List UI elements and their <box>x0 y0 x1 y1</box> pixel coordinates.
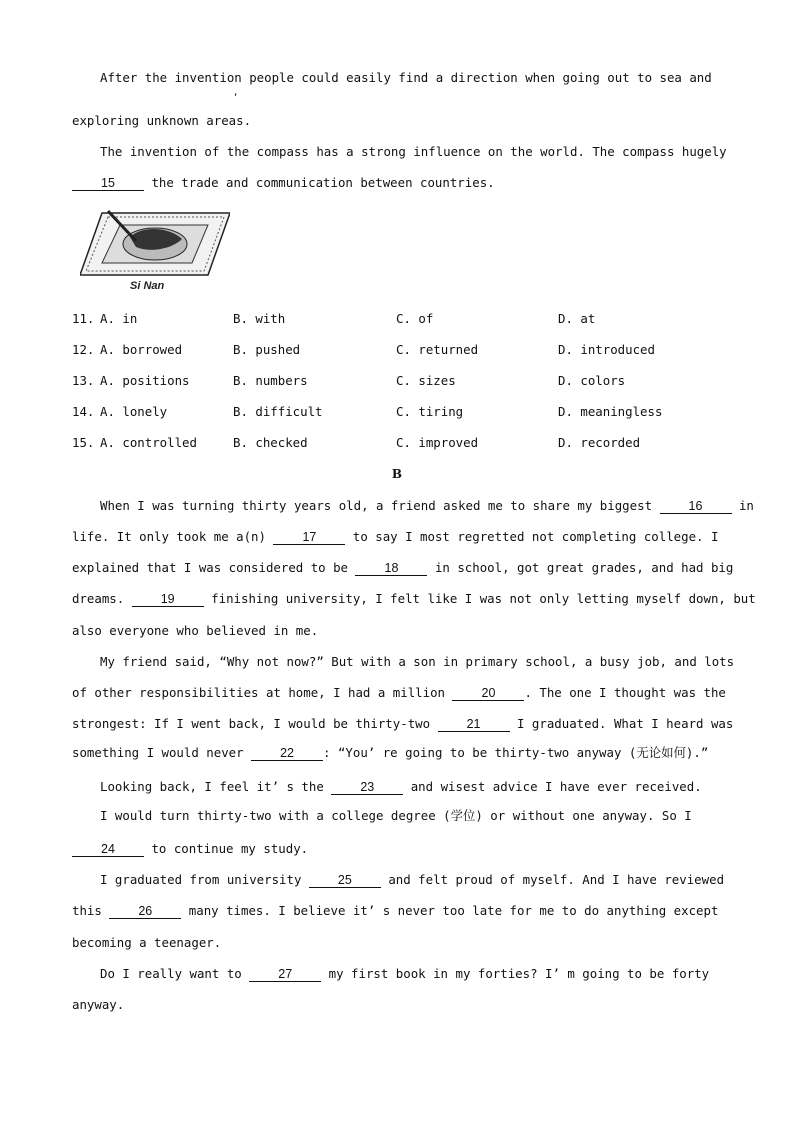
question-number: 13. <box>72 373 95 388</box>
blank-20[interactable]: 20 <box>452 686 524 701</box>
section-heading: B <box>391 467 403 481</box>
option-c[interactable]: C. tiring <box>396 404 464 419</box>
passage-b-line: My friend said, “Why not now?” But with a son in primary school, a busy job, and lots <box>100 654 735 669</box>
option-a[interactable]: A. borrowed <box>100 342 183 357</box>
option-row-14 <box>72 404 732 420</box>
text-segment: life. It only took me a(n) <box>72 529 274 544</box>
blank-17[interactable]: 17 <box>273 530 345 545</box>
option-a[interactable]: A. controlled <box>100 435 197 450</box>
text-segment: . The one I thought was the <box>524 685 726 700</box>
text-segment: After the invention <box>100 70 250 85</box>
text-segment: finishing university, I felt like I was not only letting myself down, but <box>203 591 756 606</box>
passage-b-line <box>72 560 732 576</box>
blank-19[interactable]: 19 <box>132 592 204 607</box>
blank-15[interactable]: 15 <box>72 176 144 191</box>
passage-a-paragraph-2-line-2 <box>72 175 732 191</box>
text-segment: to continue my study. <box>144 841 309 856</box>
option-b[interactable]: B. with <box>233 311 286 326</box>
question-number: 11. <box>72 311 95 326</box>
text-segment: in <box>731 498 754 513</box>
passage-b-line <box>100 498 760 514</box>
text-segment: dreams. <box>72 591 132 606</box>
blank-16[interactable]: 16 <box>660 499 732 514</box>
option-a[interactable]: A. in <box>100 311 138 326</box>
passage-a-paragraph-1-line-2: exploring unknown areas. <box>72 113 252 128</box>
option-b[interactable]: B. difficult <box>233 404 323 419</box>
text-segment: to say I most regretted not completing college. I <box>345 529 719 544</box>
blank-22[interactable]: 22 <box>251 746 323 761</box>
option-row-13 <box>72 373 732 389</box>
text-segment: and wisest advice I have ever received. <box>403 779 702 794</box>
text-segment: many times. I believe it’ s never too late for me to do anything except <box>181 903 719 918</box>
option-b[interactable]: B. numbers <box>233 373 308 388</box>
image-caption: Si Nan <box>130 280 165 292</box>
question-number: 14. <box>72 404 95 419</box>
text-segment: in school, got great grades, and had big <box>427 560 734 575</box>
text-segment: When I was turning thirty years old, a friend asked me to share my biggest <box>100 498 660 513</box>
text-segment: Looking back, I feel it’ s the <box>100 779 332 794</box>
blank-21[interactable]: 21 <box>438 717 510 732</box>
option-row-15 <box>72 435 732 451</box>
passage-b-line <box>72 745 732 761</box>
option-b[interactable]: B. pushed <box>233 342 301 357</box>
passage-b-line <box>72 903 732 919</box>
passage-b-line <box>72 685 732 701</box>
text-segment: Do I really want to <box>100 966 250 981</box>
option-d[interactable]: D. recorded <box>558 435 641 450</box>
option-row-11 <box>72 311 732 327</box>
text-segment: explained that I was considered to be <box>72 560 356 575</box>
passage-b-line: anyway. <box>72 997 125 1012</box>
text-segment: strongest: If I went back, I would be thirty-two <box>72 716 438 731</box>
blank-25[interactable]: 25 <box>309 873 381 888</box>
text-segment: of other responsibilities at home, I had a million <box>72 685 453 700</box>
passage-b-line <box>72 841 732 857</box>
question-number: 12. <box>72 342 95 357</box>
passage-b-line: I would turn thirty-two with a college degree (学位) or without one anyway. So I <box>100 808 692 823</box>
text-segment: my first book in my forties? I’ m going to be forty <box>321 966 710 981</box>
text-segment: people could easily find a direction when going out to sea and <box>249 70 712 85</box>
option-d[interactable]: D. colors <box>558 373 626 388</box>
option-a[interactable]: A. positions <box>100 373 190 388</box>
text-segment: something I would never <box>72 745 252 760</box>
option-d[interactable]: D. at <box>558 311 596 326</box>
text-segment: I graduated from university <box>100 872 309 887</box>
option-row-12 <box>72 342 732 358</box>
text-segment: and felt proud of myself. And I have reviewed <box>380 872 725 887</box>
option-b[interactable]: B. checked <box>233 435 308 450</box>
passage-b-line <box>72 529 732 545</box>
text-segment: : “You’ re going to be thirty-two anyway (无论如何).” <box>323 745 709 760</box>
option-c[interactable]: C. of <box>396 311 434 326</box>
option-c[interactable]: C. sizes <box>396 373 456 388</box>
blank-27[interactable]: 27 <box>249 967 321 982</box>
question-number: 15. <box>72 435 95 450</box>
passage-b-line: becoming a teenager. <box>72 935 222 950</box>
option-a[interactable]: A. lonely <box>100 404 168 419</box>
passage-b-line <box>72 591 756 607</box>
passage-b-line <box>100 872 760 888</box>
option-d[interactable]: D. introduced <box>558 342 655 357</box>
passage-a-paragraph-2-line-1: The invention of the compass has a strong influence on the world. The compass hugely <box>100 144 727 159</box>
text-segment: the trade and communication between countries. <box>144 175 495 190</box>
blank-26[interactable]: 26 <box>109 904 181 919</box>
passage-b-line <box>100 966 760 982</box>
option-c[interactable]: C. returned <box>396 342 479 357</box>
blank-23[interactable]: 23 <box>331 780 403 795</box>
option-d[interactable]: D. meaningless <box>558 404 663 419</box>
option-c[interactable]: C. improved <box>396 435 479 450</box>
passage-b-line <box>100 779 760 795</box>
passage-a-paragraph-1-line-1 <box>100 70 760 86</box>
comma-mark: , <box>233 88 239 98</box>
si-nan-compass-image <box>80 205 230 293</box>
blank-18[interactable]: 18 <box>355 561 427 576</box>
text-segment: this <box>72 903 110 918</box>
passage-b-line: also everyone who believed in me. <box>72 623 319 638</box>
blank-24[interactable]: 24 <box>72 842 144 857</box>
text-segment: I graduated. What I heard was <box>509 716 734 731</box>
passage-b-line <box>72 716 732 732</box>
